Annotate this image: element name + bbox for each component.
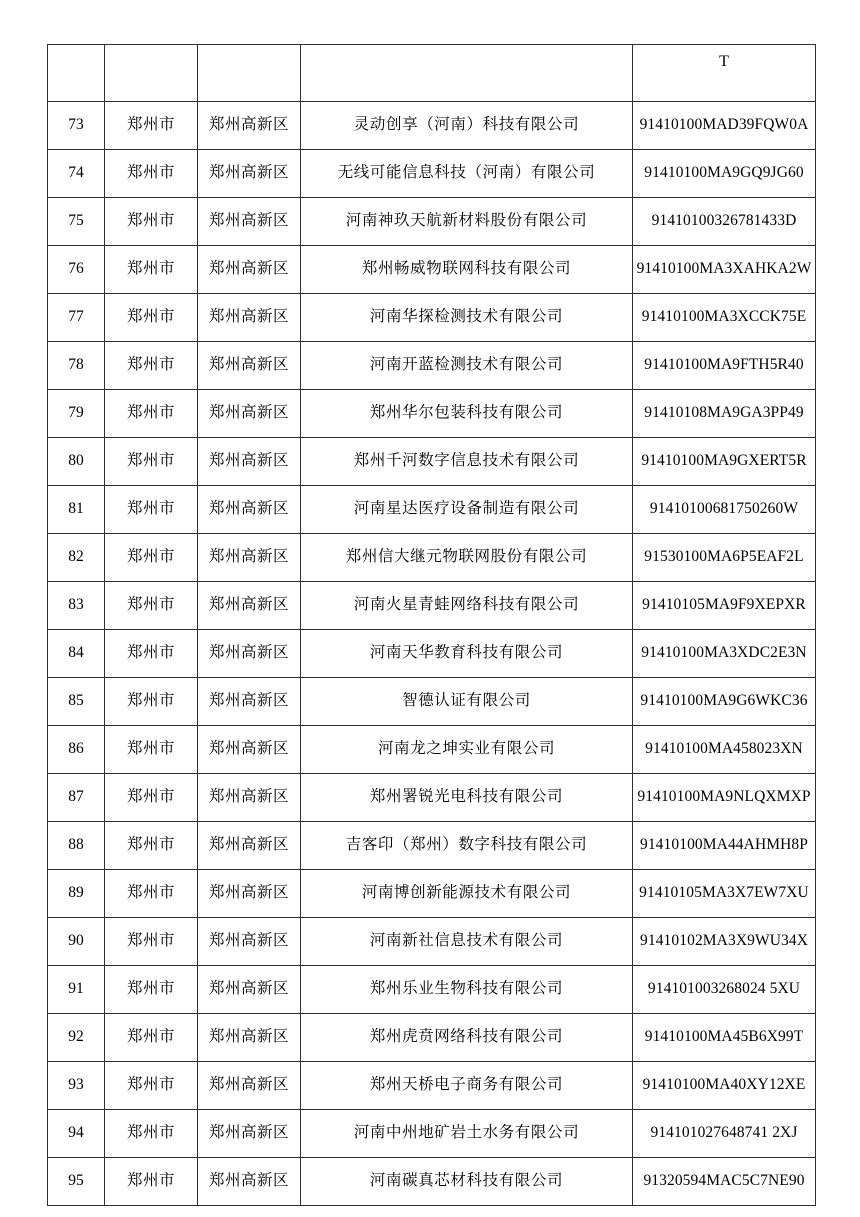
row-district-cell: 郑州高新区 [198, 774, 301, 822]
header-cell-company-name [301, 45, 633, 102]
row-district-cell: 郑州高新区 [198, 1158, 301, 1206]
row-company-name-cell: 吉客印（郑州）数字科技有限公司 [301, 822, 633, 870]
table-row [48, 774, 816, 822]
row-index-cell: 80 [48, 438, 105, 486]
row-index-cell: 88 [48, 822, 105, 870]
row-company-name-cell: 河南火星青蛙网络科技有限公司 [301, 582, 633, 630]
row-city-cell: 郑州市 [105, 630, 198, 678]
table-row [48, 1062, 816, 1110]
row-company-name-cell: 智德认证有限公司 [301, 678, 633, 726]
row-district-cell: 郑州高新区 [198, 678, 301, 726]
row-index-cell: 91 [48, 966, 105, 1014]
row-company-name-cell: 河南华探检测技术有限公司 [301, 294, 633, 342]
row-index-cell: 82 [48, 534, 105, 582]
row-district-cell: 郑州高新区 [198, 342, 301, 390]
row-index-cell: 94 [48, 1110, 105, 1158]
row-city-cell: 郑州市 [105, 390, 198, 438]
row-district-cell: 郑州高新区 [198, 918, 301, 966]
row-credit-code-cell: 91410100MA44AHMH8P [633, 822, 816, 870]
table-row [48, 918, 816, 966]
row-credit-code-cell: 91410100MA9GXERT5R [633, 438, 816, 486]
row-index-cell: 81 [48, 486, 105, 534]
row-district-cell: 郑州高新区 [198, 534, 301, 582]
row-district-cell: 郑州高新区 [198, 438, 301, 486]
row-credit-code-cell: 91410102MA3X9WU34X [633, 918, 816, 966]
table-row [48, 150, 816, 198]
row-city-cell: 郑州市 [105, 870, 198, 918]
row-district-cell: 郑州高新区 [198, 486, 301, 534]
row-city-cell: 郑州市 [105, 1110, 198, 1158]
row-index-cell: 74 [48, 150, 105, 198]
table-row [48, 822, 816, 870]
table-row [48, 966, 816, 1014]
row-credit-code-cell: 91410100MA9GQ9JG60 [633, 150, 816, 198]
header-cell-city [105, 45, 198, 102]
row-company-name-cell: 河南星达医疗设备制造有限公司 [301, 486, 633, 534]
row-district-cell: 郑州高新区 [198, 630, 301, 678]
row-credit-code-cell: 91410100MA45B6X99T [633, 1014, 816, 1062]
row-company-name-cell: 河南博创新能源技术有限公司 [301, 870, 633, 918]
row-district-cell: 郑州高新区 [198, 726, 301, 774]
row-credit-code-cell: 91410100MA3XDC2E3N [633, 630, 816, 678]
row-city-cell: 郑州市 [105, 1014, 198, 1062]
row-company-name-cell: 郑州华尔包装科技有限公司 [301, 390, 633, 438]
row-index-cell: 93 [48, 1062, 105, 1110]
row-city-cell: 郑州市 [105, 678, 198, 726]
row-district-cell: 郑州高新区 [198, 1014, 301, 1062]
row-index-cell: 83 [48, 582, 105, 630]
row-credit-code-cell: 91410100MAD39FQW0A [633, 102, 816, 150]
row-company-name-cell: 河南天华教育科技有限公司 [301, 630, 633, 678]
row-district-cell: 郑州高新区 [198, 870, 301, 918]
row-district-cell: 郑州高新区 [198, 294, 301, 342]
company-listing-table [47, 44, 816, 1206]
table-body [48, 45, 816, 1206]
row-credit-code-cell: 91410100MA3XAHKA2W [633, 246, 816, 294]
row-credit-code-cell: 914101027648741 2XJ [633, 1110, 816, 1158]
row-company-name-cell: 郑州畅威物联网科技有限公司 [301, 246, 633, 294]
row-index-cell: 79 [48, 390, 105, 438]
row-district-cell: 郑州高新区 [198, 390, 301, 438]
row-company-name-cell: 河南中州地矿岩土水务有限公司 [301, 1110, 633, 1158]
row-city-cell: 郑州市 [105, 966, 198, 1014]
row-company-name-cell: 河南龙之坤实业有限公司 [301, 726, 633, 774]
row-city-cell: 郑州市 [105, 918, 198, 966]
row-company-name-cell: 河南开蓝检测技术有限公司 [301, 342, 633, 390]
row-credit-code-cell: 91410100326781433D [633, 198, 816, 246]
row-district-cell: 郑州高新区 [198, 102, 301, 150]
table-row [48, 678, 816, 726]
row-district-cell: 郑州高新区 [198, 822, 301, 870]
row-company-name-cell: 郑州信大继元物联网股份有限公司 [301, 534, 633, 582]
row-credit-code-cell: 914101003268024 5XU [633, 966, 816, 1014]
row-index-cell: 90 [48, 918, 105, 966]
header-cell-credit-code: T [633, 45, 816, 102]
row-district-cell: 郑州高新区 [198, 198, 301, 246]
row-company-name-cell: 郑州乐业生物科技有限公司 [301, 966, 633, 1014]
row-company-name-cell: 河南神玖天航新材料股份有限公司 [301, 198, 633, 246]
row-credit-code-cell: 91410105MA3X7EW7XU [633, 870, 816, 918]
row-index-cell: 75 [48, 198, 105, 246]
row-company-name-cell: 郑州千河数字信息技术有限公司 [301, 438, 633, 486]
row-company-name-cell: 郑州天桥电子商务有限公司 [301, 1062, 633, 1110]
table-row [48, 246, 816, 294]
row-city-cell: 郑州市 [105, 246, 198, 294]
table-row [48, 438, 816, 486]
row-credit-code-cell: 91410100MA40XY12XE [633, 1062, 816, 1110]
row-city-cell: 郑州市 [105, 102, 198, 150]
row-index-cell: 76 [48, 246, 105, 294]
row-district-cell: 郑州高新区 [198, 582, 301, 630]
header-cell-district [198, 45, 301, 102]
row-company-name-cell: 河南碳真芯材科技有限公司 [301, 1158, 633, 1206]
table-row [48, 294, 816, 342]
row-city-cell: 郑州市 [105, 534, 198, 582]
row-city-cell: 郑州市 [105, 822, 198, 870]
row-company-name-cell: 灵动创享（河南）科技有限公司 [301, 102, 633, 150]
table-row [48, 1158, 816, 1206]
row-district-cell: 郑州高新区 [198, 1110, 301, 1158]
row-index-cell: 92 [48, 1014, 105, 1062]
table-header-row [48, 45, 816, 102]
row-city-cell: 郑州市 [105, 726, 198, 774]
row-city-cell: 郑州市 [105, 1062, 198, 1110]
table-row [48, 390, 816, 438]
table-row [48, 342, 816, 390]
row-district-cell: 郑州高新区 [198, 966, 301, 1014]
header-cell-index [48, 45, 105, 102]
table-row [48, 486, 816, 534]
row-city-cell: 郑州市 [105, 774, 198, 822]
row-district-cell: 郑州高新区 [198, 246, 301, 294]
row-index-cell: 86 [48, 726, 105, 774]
table-row [48, 102, 816, 150]
row-city-cell: 郑州市 [105, 150, 198, 198]
row-credit-code-cell: 91410100MA458023XN [633, 726, 816, 774]
table-row [48, 582, 816, 630]
row-district-cell: 郑州高新区 [198, 1062, 301, 1110]
row-company-name-cell: 河南新社信息技术有限公司 [301, 918, 633, 966]
row-city-cell: 郑州市 [105, 294, 198, 342]
row-district-cell: 郑州高新区 [198, 150, 301, 198]
row-city-cell: 郑州市 [105, 1158, 198, 1206]
row-index-cell: 87 [48, 774, 105, 822]
row-index-cell: 95 [48, 1158, 105, 1206]
row-credit-code-cell: 91410100681750260W [633, 486, 816, 534]
table-row [48, 198, 816, 246]
row-credit-code-cell: 91410100MA9FTH5R40 [633, 342, 816, 390]
row-credit-code-cell: 91530100MA6P5EAF2L [633, 534, 816, 582]
table-row [48, 726, 816, 774]
table-row [48, 534, 816, 582]
row-credit-code-cell: 91410100MA9NLQXMXP [633, 774, 816, 822]
row-credit-code-cell: 91410108MA9GA3PP49 [633, 390, 816, 438]
row-city-cell: 郑州市 [105, 486, 198, 534]
row-company-name-cell: 郑州虎贲网络科技有限公司 [301, 1014, 633, 1062]
row-credit-code-cell: 91410105MA9F9XEPXR [633, 582, 816, 630]
row-credit-code-cell: 91320594MAC5C7NE90 [633, 1158, 816, 1206]
row-index-cell: 85 [48, 678, 105, 726]
row-city-cell: 郑州市 [105, 438, 198, 486]
table-row [48, 1014, 816, 1062]
table-row [48, 1110, 816, 1158]
row-index-cell: 73 [48, 102, 105, 150]
row-city-cell: 郑州市 [105, 582, 198, 630]
company-listing-table-wrapper [47, 44, 815, 1206]
row-credit-code-cell: 91410100MA3XCCK75E [633, 294, 816, 342]
row-index-cell: 77 [48, 294, 105, 342]
row-city-cell: 郑州市 [105, 342, 198, 390]
row-index-cell: 84 [48, 630, 105, 678]
row-credit-code-cell: 91410100MA9G6WKC36 [633, 678, 816, 726]
row-company-name-cell: 郑州署锐光电科技有限公司 [301, 774, 633, 822]
row-index-cell: 78 [48, 342, 105, 390]
row-company-name-cell: 无线可能信息科技（河南）有限公司 [301, 150, 633, 198]
table-row [48, 870, 816, 918]
table-row [48, 630, 816, 678]
row-index-cell: 89 [48, 870, 105, 918]
row-city-cell: 郑州市 [105, 198, 198, 246]
